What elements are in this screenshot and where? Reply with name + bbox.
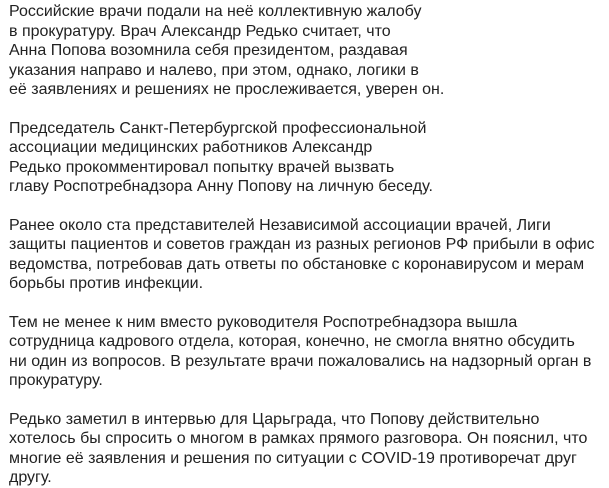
paragraph-2	[9, 119, 609, 197]
paragraph-line: ассоциации медицинских работников Александр	[9, 139, 373, 156]
paragraph-line: указания направо и налево, при этом, однако, логики в	[9, 61, 419, 79]
paragraph-line: Анна Попова возомнила себя президентом, раздавая	[9, 42, 408, 59]
paragraph-line: Российские врачи подали на неё коллективную жалобу	[9, 3, 422, 20]
paragraph-5	[9, 410, 609, 488]
paragraph-line: прокуратуру.	[9, 372, 103, 389]
paragraph-line: другу.	[9, 469, 52, 486]
paragraph-line: сотрудница кадрового отдела, которая, конечно, не смогла внятно обсудить	[9, 333, 575, 350]
paragraph-1	[9, 2, 609, 100]
paragraph-line: защиты пациентов и советов граждан из разных регионов РФ прибыли в офис	[9, 236, 595, 253]
paragraph-line: хотелось бы спросить о многом в рамках прямого разговора. Он пояснил, что	[9, 430, 588, 447]
paragraph-line: многие её заявления и решения по ситуации с COVID-19 противоречат друг	[9, 449, 577, 467]
paragraph-line: Тем не менее к ним вместо руководителя Роспотребнадзора вышла	[9, 313, 518, 331]
paragraph-line: ни один из вопросов. В результате врачи пожаловались на надзорный орган в	[9, 352, 592, 370]
paragraph-line: Ранее около ста представителей Независимой ассоциации врачей, Лиги	[9, 216, 551, 234]
paragraph-line: борьбы против инфекции.	[9, 275, 204, 292]
paragraph-line: ведомства, потребовав дать ответы по обстановке с коронавирусом и мерам	[9, 255, 585, 273]
paragraph-line: её заявлениях и решениях не прослеживается, уверен он.	[9, 81, 445, 98]
paragraph-line: Редько заметил в интервью для Царьграда, что Попову действительно	[9, 410, 540, 428]
paragraph-line: Председатель Санкт-Петербургской профессиональной	[9, 119, 427, 137]
paragraph-line: главу Роспотребнадзора Анну Попову на личную беседу.	[9, 178, 433, 195]
paragraph-3	[9, 216, 609, 294]
paragraph-4	[9, 313, 609, 391]
paragraph-line: Редько прокомментировал попытку врачей вызвать	[9, 158, 395, 176]
paragraph-line: в прокуратуру. Врач Александр Редько считает, что	[9, 22, 391, 40]
